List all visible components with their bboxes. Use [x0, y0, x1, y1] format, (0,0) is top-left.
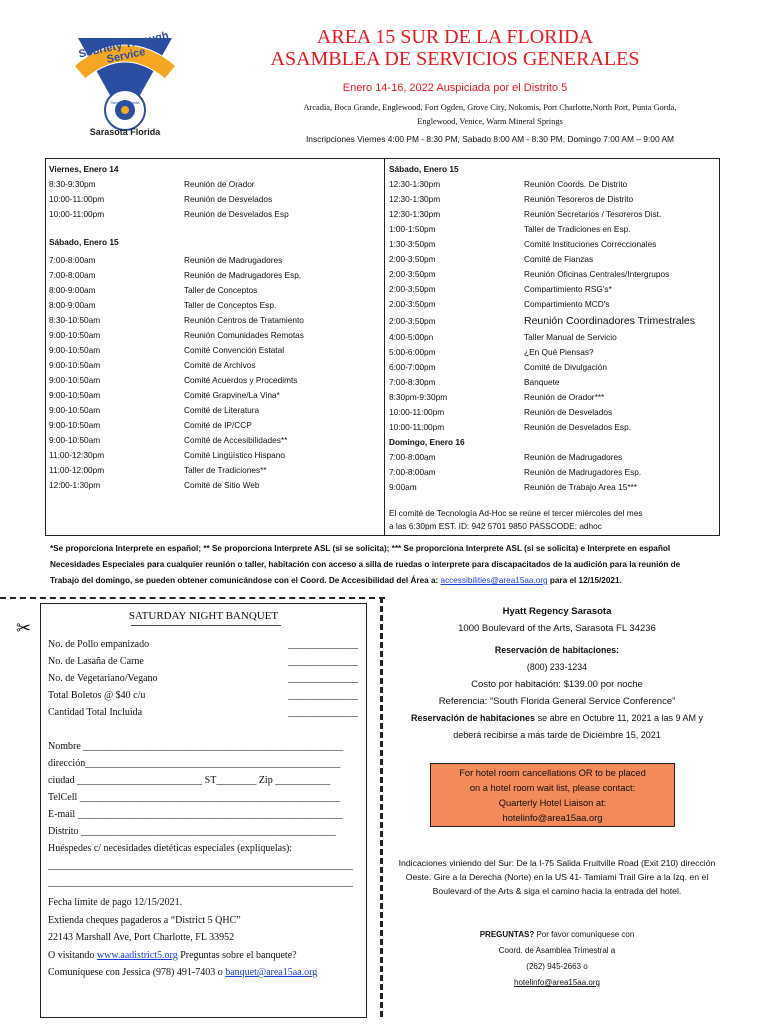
banquet-item-label: No. de Pollo empanizado — [48, 639, 150, 650]
schedule-event: Comité de Archivos — [184, 360, 256, 370]
schedule-event: Taller de Tradiciones** — [184, 465, 267, 475]
banquet-item-input[interactable]: ______________ — [288, 690, 358, 701]
schedule-row — [389, 297, 719, 312]
reservation-open-date — [392, 710, 722, 727]
schedule-row — [49, 253, 384, 268]
dietary-label: Huéspedes c/ necesidades dietéticas especiales (explíquelas): — [48, 843, 293, 854]
subtitle: Enero 14-16, 2022 Auspiciada por el Distrito 5 — [342, 82, 568, 94]
schedule-row — [49, 298, 384, 313]
banquet-item-row — [48, 653, 358, 670]
schedule-row — [49, 313, 384, 328]
schedule-row — [49, 283, 384, 298]
schedule-event: Comité Grapvine/La Vina* — [184, 390, 280, 400]
schedule-row-highlight — [389, 312, 719, 330]
schedule-time: 7:00-8:00am — [49, 270, 96, 280]
questions-line — [392, 927, 722, 943]
hotel-liaison-email[interactable]: hotelinfo@area15aa.org — [502, 813, 603, 823]
schedule-row — [389, 282, 719, 297]
schedule-event: Reunión de Madrugadores — [524, 452, 623, 462]
tech-note-line-2: a las 6:30pm EST. ID: 942 5701 9850 PASSCODE: adhoc — [389, 521, 602, 531]
footnote-line-2: Necesidades Especiales para cualquier reunión o taller, habitación con acceso a silla de ruedas o interprete para discapacitados de la audición para la reunión de — [50, 560, 681, 569]
banquet-email-link[interactable]: banquet@area15aa.org — [225, 967, 318, 978]
schedule-time: 11:00-12:30pm — [49, 450, 105, 460]
footnote-text: Trabajo del domingo, se pueden obtener comunicándose con el Coord. De Accesibilidad del Área a: — [50, 576, 441, 585]
schedule-time: 5:00-6:00pm — [389, 347, 436, 357]
reservation-deadline: deberá recibirse a más tarde de Diciembre 15, 2021 — [453, 730, 661, 740]
schedule-row — [49, 358, 384, 373]
schedule-event: Reunión de Orador*** — [524, 392, 605, 402]
cancellation-line-3: Quarterly Hotel Liaison at: — [498, 798, 607, 808]
cancellation-line-1: For hotel room cancellations OR to be placed — [459, 768, 646, 778]
saturday-list-right — [389, 177, 719, 312]
schedule-event: Reunión de Desvelados Esp. — [524, 422, 632, 432]
schedule-left — [45, 158, 385, 536]
website-line — [48, 947, 366, 965]
page-title — [230, 26, 680, 70]
logo-slogan: Sobriety Through Service — [77, 29, 170, 66]
banquet-contact-fields — [48, 738, 363, 840]
schedule-row — [49, 373, 384, 388]
tech-note-line-1: El comité de Tecnología Ad-Hoc se reúne el tercer miércoles del mes — [389, 508, 643, 518]
contact-field[interactable]: E-mail _____________________________________________________ — [48, 809, 343, 820]
schedule-time: 2:00-3:50pm — [389, 269, 436, 279]
schedule-event: Reunión Tesoreros de Distrito — [524, 194, 634, 204]
schedule-event: Comité Acuerdos y Procedimts — [184, 375, 298, 385]
schedule-time: 10:00-11:00pm — [389, 422, 445, 432]
schedule-row — [49, 207, 384, 222]
saturday-list — [49, 253, 384, 493]
schedule-row — [389, 207, 719, 222]
schedule-time: 9:00-10:50am — [49, 390, 101, 400]
banquet-item-row — [48, 704, 358, 721]
towns-line-1: Arcadia, Boca Grande, Englewood, Fort Ogden, Grove City, Nokomis, Port Charlotte,North Port, Punta Gorda, — [303, 103, 677, 112]
schedule-time: 7:00-8:00am — [389, 467, 436, 477]
hotel-address: 1000 Boulevard of the Arts, Sarasota FL 34236 — [458, 623, 656, 634]
banquet-form — [40, 603, 367, 1018]
cut-line-horizontal — [0, 597, 385, 599]
contact-field[interactable]: TelCell ____________________________________________________ — [48, 792, 340, 803]
schedule-row — [389, 360, 719, 375]
schedule-event: Taller de Tradiciones en Esp. — [524, 224, 631, 234]
schedule-event: Reunión Comunidades Remotas — [184, 330, 304, 340]
contact-field[interactable]: Distrito ___________________________________________________ — [48, 826, 337, 837]
contact-line — [48, 964, 366, 982]
booking-reference: Referencia: “South Florida General Service Conference” — [438, 696, 676, 707]
banquet-item-row — [48, 687, 358, 704]
reservation-open-label: Reservación de habitaciones — [411, 713, 536, 723]
coordinator-phone: (262) 945-2663 o — [526, 962, 588, 971]
schedule-event: Comité Instituciones Correccionales — [524, 239, 657, 249]
reservation-phone: (800) 233-1234 — [526, 662, 588, 672]
schedule-time: 2:00-3:50pm — [389, 299, 436, 309]
payment-info — [48, 894, 366, 982]
schedule-time: 1:30-3:50pm — [389, 239, 436, 249]
banquet-item-label: No. de Vegetariano/Vegano — [48, 673, 158, 684]
dietary-section — [48, 840, 363, 891]
logo-ring-text: Sarasota Florida — [110, 100, 140, 105]
schedule-row — [49, 177, 384, 192]
schedule-time: 10:00-11:00pm — [389, 407, 445, 417]
driving-directions: Indicaciones viniendo del Sur: De la I-75 Salida Fruitville Road (Exit 210) dirección Oeste. Gire a la Derecha (Norte) en la US 41- Tamiami Trail Gire a la Izq. en el Boulevard of the Arts & siga el camino hacia la entrada del hotel. — [398, 858, 716, 896]
footnote — [50, 541, 730, 589]
schedule-event: Comité de Literatura — [184, 405, 260, 415]
questions-text: Por favor comuníquese con — [534, 930, 635, 939]
cancellation-line-2: on a hotel room wait list, please contact: — [469, 783, 636, 793]
title-underline — [131, 625, 281, 626]
schedule-time: 9:00-10:50am — [49, 405, 101, 415]
schedule-row — [389, 450, 719, 465]
district-website-link[interactable]: www.aadistrict5.org — [96, 949, 178, 961]
cancellation-box — [430, 763, 675, 827]
schedule-row — [389, 465, 719, 480]
footnote-line-1: *Se proporciona Interprete en español; ** Se proporciona Interprete ASL (si se solicita); *** Se proporciona Interprete ASL (si se solicita) e Interprete en español — [50, 544, 671, 553]
schedule-time: 9:00-10:50am — [49, 345, 101, 355]
schedule-time: 6:00-7:00pm — [389, 362, 436, 372]
schedule-row — [49, 192, 384, 207]
sunday-list — [389, 450, 719, 495]
questions-label: PREGUNTAS? — [479, 930, 535, 939]
footnote-line-3 — [50, 573, 730, 589]
schedule-event: Reunión de Desvelados — [524, 407, 613, 417]
schedule-row — [49, 343, 384, 358]
schedule-event: Taller Manual de Servicio — [524, 332, 617, 342]
schedule-time: 8:00-9:00am — [49, 300, 96, 310]
schedule-time: 9:00am — [389, 482, 417, 492]
schedule-time: 9:00-10:50am — [49, 375, 101, 385]
tech-committee-note — [389, 507, 719, 533]
schedule-event: Reunión Centros de Tratamiento — [184, 315, 304, 325]
schedule-event: Comité de Sitio Web — [184, 480, 260, 490]
hotel-info — [392, 603, 722, 744]
logo — [70, 30, 180, 140]
schedule-row — [49, 403, 384, 418]
contact-field[interactable]: Nombre ____________________________________________________ — [48, 741, 344, 752]
schedule-row — [49, 433, 384, 448]
saturday-heading-right: Sábado, Enero 15 — [389, 164, 459, 174]
schedule-row — [49, 463, 384, 478]
schedule-row — [389, 480, 719, 495]
schedule-row — [389, 405, 719, 420]
title-line-1: AREA 15 SUR DE LA FLORIDA — [316, 26, 594, 48]
registration-hours: Inscripciones Viernes 4:00 PM - 8:30 PM, Sabado 8:00 AM - 8:30 PM, Domingo 7:00 AM – 9:00 AM — [305, 134, 675, 144]
schedule-event: Reunión de Desvelados — [184, 194, 273, 204]
friday-heading: Viernes, Enero 14 — [49, 164, 119, 174]
schedule-row — [49, 418, 384, 433]
schedule-time: 10:00-11:00pm — [49, 209, 105, 219]
schedule-row — [389, 177, 719, 192]
schedule-time: 9:00-10:50am — [49, 330, 101, 340]
towns-line-2: Englewood, Venice, Warm Mineral Springs — [417, 117, 563, 126]
website-prefix: O visitando — [48, 949, 97, 961]
schedule-time: 12:00-1:30pm — [49, 480, 101, 490]
friday-list — [49, 177, 384, 222]
schedule-time: 11:00-12:00pm — [49, 465, 105, 475]
banquet-items — [48, 636, 358, 721]
schedule-row — [49, 388, 384, 403]
dietary-input-line-2[interactable]: _____________________________________________________________ — [48, 877, 353, 888]
schedule-event: Comité de Fianzas — [524, 254, 594, 264]
schedule-time: 9:00-10:50am — [49, 360, 101, 370]
schedule-row — [49, 268, 384, 283]
scissors-icon: ✂ — [16, 618, 32, 638]
payment-deadline: Fecha límite de pago 12/15/2021. — [48, 897, 183, 908]
schedule-row — [389, 222, 719, 237]
schedule-row — [49, 328, 384, 343]
mailing-address: 22143 Marshall Ave, Port Charlotte, FL 33952 — [48, 932, 235, 943]
schedule-row — [389, 330, 719, 345]
schedule-event: Banquete — [524, 377, 560, 387]
schedule-time: 2:00-3:50pm — [389, 254, 436, 264]
sunday-heading: Domingo, Enero 16 — [389, 437, 465, 447]
schedule-row — [389, 252, 719, 267]
schedule-time: 8:30-10:50am — [49, 315, 101, 325]
schedule-row — [49, 448, 384, 463]
towns-list — [230, 101, 750, 129]
schedule-event: Reunión de Madrugadores Esp. — [184, 270, 302, 280]
schedule-right — [385, 158, 720, 536]
cut-line-vertical — [380, 597, 383, 1017]
schedule-time: 12:30-1:30pm — [389, 194, 441, 204]
banquet-item-input[interactable]: ______________ — [288, 673, 358, 684]
schedule-event: Reunión Coords. De Distrito — [524, 179, 628, 189]
schedule-event: Reunión de Madrugadores — [184, 255, 283, 265]
schedule-time: 2:00-3:50pm — [389, 284, 436, 294]
schedule-time: 8:30pm-9:30pm — [389, 392, 448, 402]
banquet-item-row — [48, 636, 358, 653]
schedule-event: Reunión de Orador — [184, 179, 255, 189]
banquet-item-input[interactable]: ______________ — [288, 656, 358, 667]
check-payee: Extienda cheques pagaderos a “District 5 QHC” — [48, 914, 241, 926]
coordinator-email-link[interactable]: hotelinfo@area15aa.org — [514, 978, 600, 987]
contact-prefix: Comuníquese con Jessica (978) 491-7403 o — [48, 967, 226, 978]
contact-field[interactable]: dirección___________________________________________________ — [48, 758, 341, 769]
banquet-item-input[interactable]: ______________ — [288, 639, 358, 650]
schedule-row — [389, 192, 719, 207]
schedule-time: 7:00-8:30pm — [389, 377, 436, 387]
schedule-event: Reunión Coordinadores Trimestrales — [524, 315, 695, 327]
questions-contact — [392, 927, 722, 991]
website-suffix: Preguntas sobre el banquete? — [177, 949, 297, 961]
reservation-heading: Reservación de habitaciones: — [494, 645, 620, 655]
banquet-item-label: Total Boletos @ $40 c/u — [48, 690, 146, 701]
title-line-2: ASAMBLEA DE SERVICIOS GENERALES — [270, 48, 640, 70]
schedule-time: 4:00-5:00pn — [389, 332, 434, 342]
banquet-item-row — [48, 670, 358, 687]
schedule-event: Comité Lingüístico Hispano — [184, 450, 285, 460]
schedule-event: Reunión de Desvelados Esp — [184, 209, 289, 219]
banquet-item-input[interactable]: ______________ — [288, 707, 358, 718]
reservation-open-text: se abre en Octubre 11, 2021 a las 9 AM y — [535, 713, 703, 723]
schedule-row — [389, 345, 719, 360]
schedule-event: Reunión Oficinas Centrales/Intergrupos — [524, 269, 670, 279]
hotel-name: Hyatt Regency Sarasota — [502, 606, 612, 617]
schedule-time: 8:00-9:00am — [49, 285, 96, 295]
schedule-event: Reunión Secretarios / Tesoreros Dist. — [524, 209, 662, 219]
schedule-event: Taller de Conceptos Esp. — [184, 300, 277, 310]
room-cost: Costo por habitación: $139.00 por noche — [471, 679, 643, 690]
schedule-time: 9:00-10:50am — [49, 435, 101, 445]
schedule-event: Reunión de Trabajo Area 15*** — [524, 482, 638, 492]
schedule-time: 8:30-9:30pm — [49, 179, 96, 189]
schedule-time: 2:00-3:50pm — [389, 316, 436, 326]
schedule-time: 10:00-11:00pm — [49, 194, 105, 204]
schedule-row — [389, 375, 719, 390]
dietary-input-line-1[interactable]: _____________________________________________________________ — [48, 860, 353, 871]
schedule-event: Comité de Accesibilidades** — [184, 435, 288, 445]
schedule-event: Reunión de Madrugadores Esp. — [524, 467, 642, 477]
schedule-event: Comité de Divulgación — [524, 362, 608, 372]
schedule-event: ¿En Qué Piensas? — [524, 347, 594, 357]
schedule-row — [49, 478, 384, 493]
schedule-row — [389, 390, 719, 405]
accessibility-email-link[interactable]: accessibilities@area15aa.org — [440, 576, 548, 585]
schedule-event: Compartimiento RSG's* — [524, 284, 612, 294]
contact-field[interactable]: ciudad _________________________ ST________ Zip ___________ — [48, 775, 331, 786]
schedule-event: Compartimiento MCD's — [524, 299, 610, 309]
footnote-date: para el 12/15/2021. — [547, 576, 622, 585]
evening-list — [389, 330, 719, 435]
schedule-time: 9:00-10:50am — [49, 420, 101, 430]
schedule-time: 12:30-1:30pm — [389, 179, 441, 189]
logo-caption: Sarasota Florida — [89, 127, 161, 137]
schedule-time: 7:00-8:00am — [389, 452, 436, 462]
schedule-time: 1:00-1:50pm — [389, 224, 436, 234]
schedule-time: 7:00-8:00am — [49, 255, 96, 265]
schedule-event: Taller de Conceptos — [184, 285, 258, 295]
saturday-heading: Sábado, Enero 15 — [49, 237, 119, 247]
schedule-event: Comité de IP/CCP — [184, 420, 252, 430]
banquet-item-label: No. de Lasaña de Carne — [48, 656, 144, 667]
banquet-item-label: Cantidad Total Incluida — [48, 707, 143, 718]
schedule-time: 12:30-1:30pm — [389, 209, 441, 219]
schedule-event: Comité Convención Estatal — [184, 345, 285, 355]
schedule-row — [389, 267, 719, 282]
schedule-row — [389, 420, 719, 435]
schedule-row — [389, 237, 719, 252]
banquet-title: SATURDAY NIGHT BANQUET — [128, 610, 279, 622]
coordinator-label: Coord. de Asamblea Trimestral a — [498, 946, 616, 955]
